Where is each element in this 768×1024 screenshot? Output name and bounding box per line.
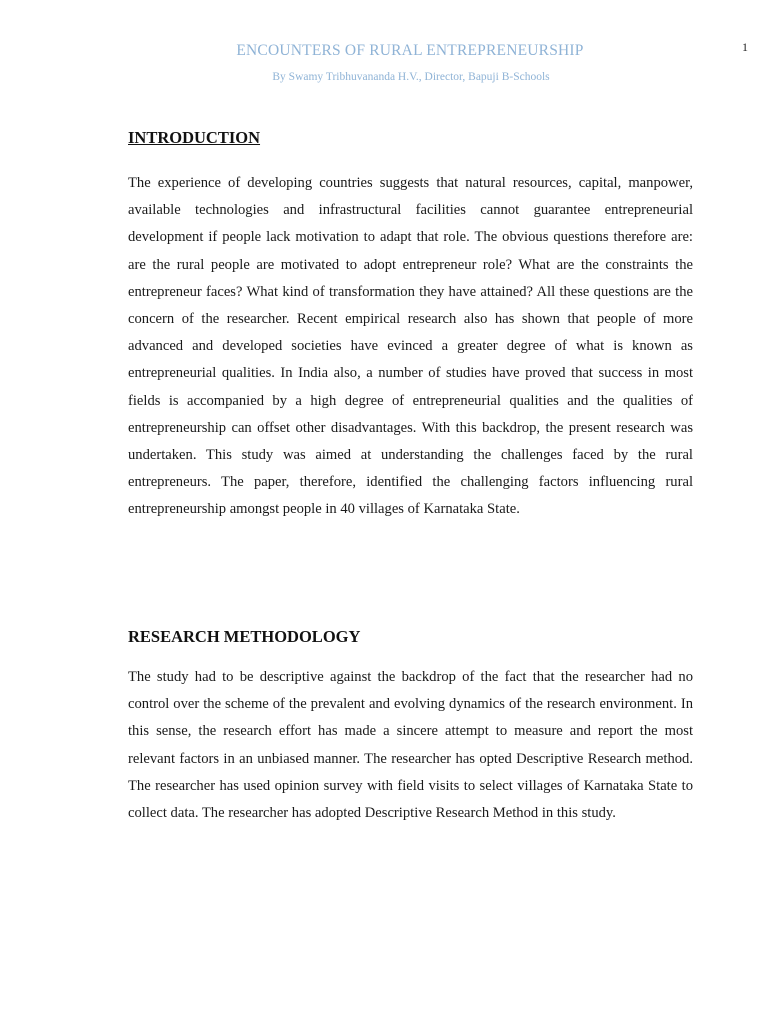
- research-methodology-paragraph: The study had to be descriptive against the backdrop of the fact that the researcher had no control over the scheme of the prevalent and evolving dynamics of the research environment. In this sense, the research effort has made a sincere attempt to measure and report the most relevant factors in an unbiased manner. The researcher has opted Descriptive Research method. The researcher has used opinion survey with field visits to select villages of Karnataka State to collect data. The researcher has adopted Descriptive Research Method in this study.: [128, 669, 693, 822]
- page-number: 1: [742, 40, 748, 54]
- document-byline: By Swamy Tribhuvananda H.V., Director, Bapuji B-Schools: [272, 71, 550, 83]
- research-methodology-heading: RESEARCH METHODOLOGY: [128, 627, 361, 646]
- introduction-heading: INTRODUCTION: [128, 128, 261, 147]
- document-title: ENCOUNTERS OF RURAL ENTREPRENEURSHIP: [236, 42, 584, 59]
- introduction-paragraph: The experience of developing countries suggests that natural resources, capital, manpower, available technologies and infrastructural facilities cannot guarantee entrepreneurial development if people lack motivation to adapt that role. The obvious questions therefore are: are the rural people are motivated to adopt entrepreneur role? What are the constraints the entrepreneur faces? What kind of transformation they have attained? All these questions are the concern of the researcher. Recent empirical research also has shown that people of more advanced and developed societies have evinced a greater degree of what is known as entrepreneurial qualities. In India also, a number of studies have proved that success in most fields is accompanied by a high degree of entrepreneurial qualities and the qualities of entrepreneurship can offset other disadvantages. With this backdrop, the present research was undertaken. This study was aimed at understanding the challenges faced by the rural entrepreneurs. The paper, therefore, identified the challenging factors influencing rural entrepreneurship amongst people in 40 villages of Karnataka State.: [128, 175, 693, 518]
